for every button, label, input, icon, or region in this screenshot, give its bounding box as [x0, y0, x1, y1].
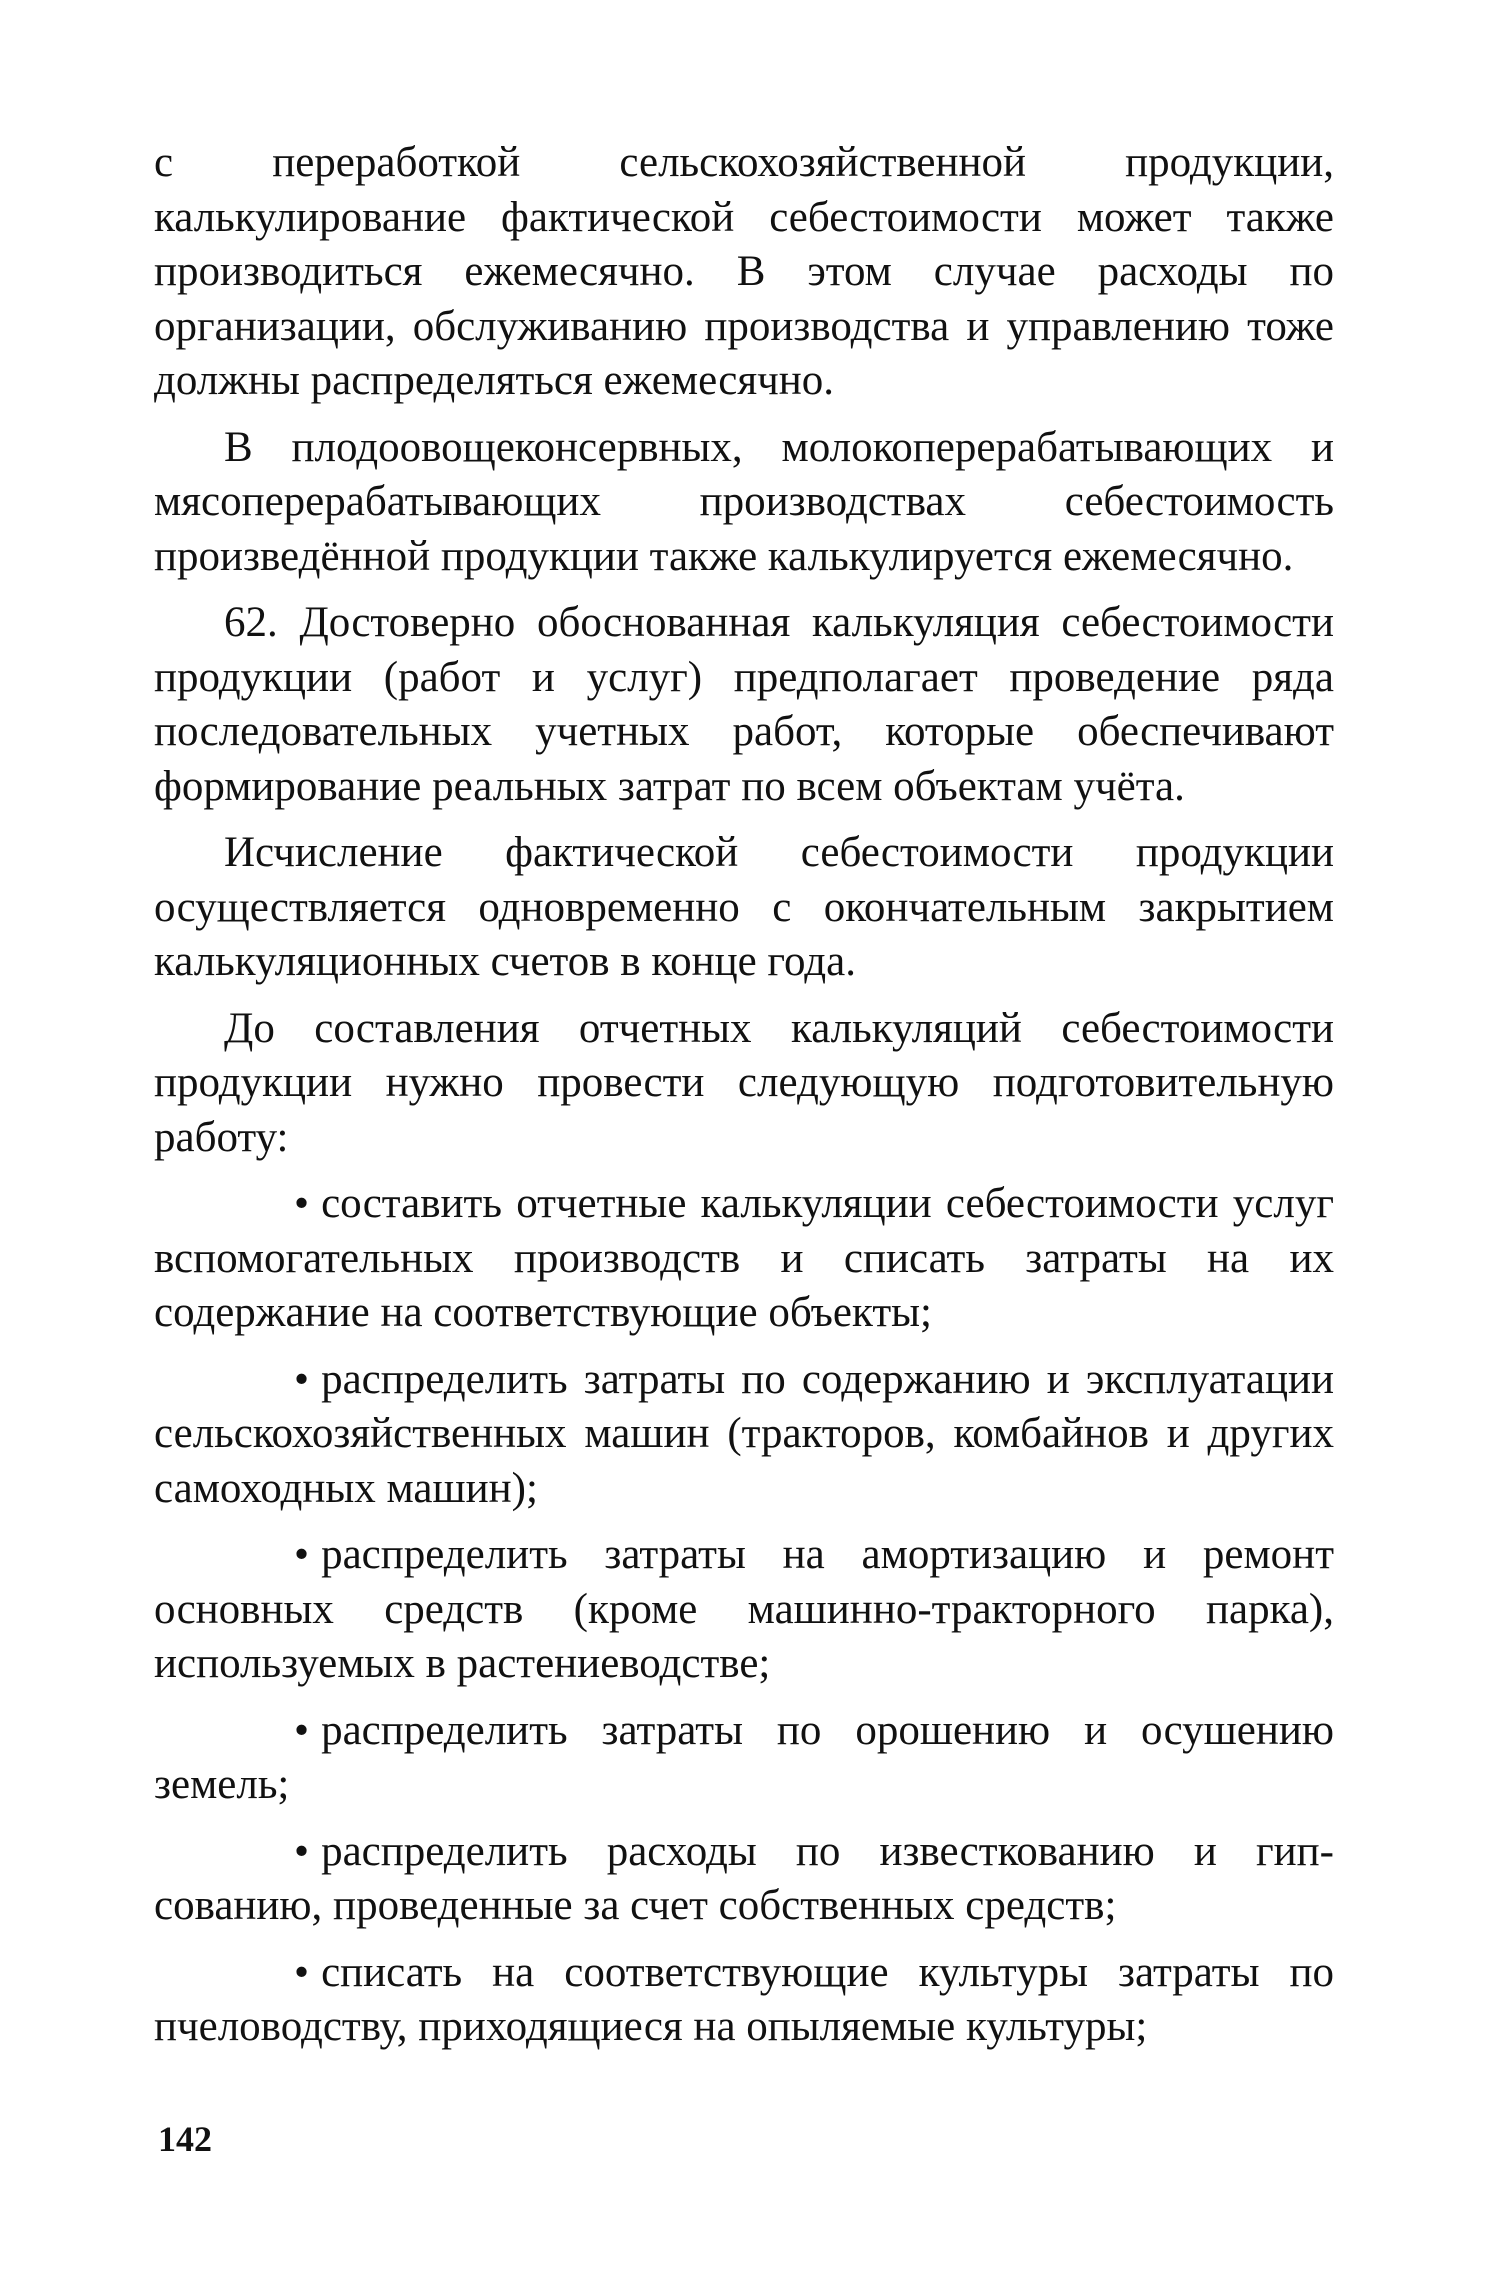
bullet-item-4: [154, 1704, 1334, 1813]
bullet-marker: •: [294, 1531, 310, 1578]
bullet-text: распределить расходы по известкованию и гипсованию, проведенные за счет собственных средств;: [154, 1827, 1334, 1929]
page-number: 142: [158, 2119, 212, 2159]
bullet-item-5: [154, 1825, 1334, 1934]
paragraph-3: 62. Достоверно обоснованная калькуляция себестоимости продукции (работ и услуг) предполагает проведение ряда последовательных учетных работ, которые обеспечивают формирование реальных затрат по всем объектам учёта.: [154, 599, 1334, 810]
bullet-marker: •: [294, 1706, 310, 1754]
bullet-text: составить отчетные калькуляции себестоимости услуг вспомогательных производств и списать затраты на их содержание на соответствующие объекты;: [154, 1180, 1334, 1336]
paragraph-2: В плодоовощеконсервных, молокоперерабатывающих и мясоперерабатывающих производствах себестоимость произведённой продукции также калькулируется ежемесячно.: [154, 423, 1334, 580]
bullet-text: распределить затраты по орошению и осушению земель;: [154, 1706, 1334, 1808]
paragraph-1: с переработкой сельскохозяйственной продукции, калькулирование фактической себестоимости может также производиться ежемесячно. В этом случае расходы по организации, обслуживанию производства и управлению тоже должны распределяться ежемесячно.: [154, 139, 1334, 404]
bullet-marker: •: [294, 1180, 310, 1227]
page-body: [154, 136, 1334, 2067]
bullet-text: списать на соответствующие культуры затраты по пчеловодству, приходящиеся на опыляемые культуры;: [154, 1948, 1334, 2050]
bullet-marker: •: [294, 1355, 310, 1403]
bullet-item-3: [154, 1528, 1334, 1692]
bullet-text: распределить затраты на амортизацию и ремонт основных средств (кроме машинно-тракторного парка), используемых в растениеводстве;: [154, 1531, 1334, 1687]
bullet-text: распределить затраты по содержанию и эксплуатации сельскохозяйственных машин (тракторов, комбайнов и других самоходных машин);: [154, 1355, 1334, 1512]
bullet-item-6: [154, 1946, 1334, 2055]
bullet-item-2: [154, 1353, 1334, 1517]
bullet-marker: •: [294, 1827, 310, 1875]
bullet-item-1: [154, 1177, 1334, 1341]
paragraph-4: Исчисление фактической себестоимости продукции осуществляется одновременно с окончательным закрытием калькуляционных счетов в конце года.: [154, 829, 1334, 985]
bullet-marker: •: [294, 1948, 310, 1996]
paragraph-5: До составления отчетных калькуляций себестоимости продукции нужно провести следующую подготовительную работу:: [154, 1004, 1334, 1161]
